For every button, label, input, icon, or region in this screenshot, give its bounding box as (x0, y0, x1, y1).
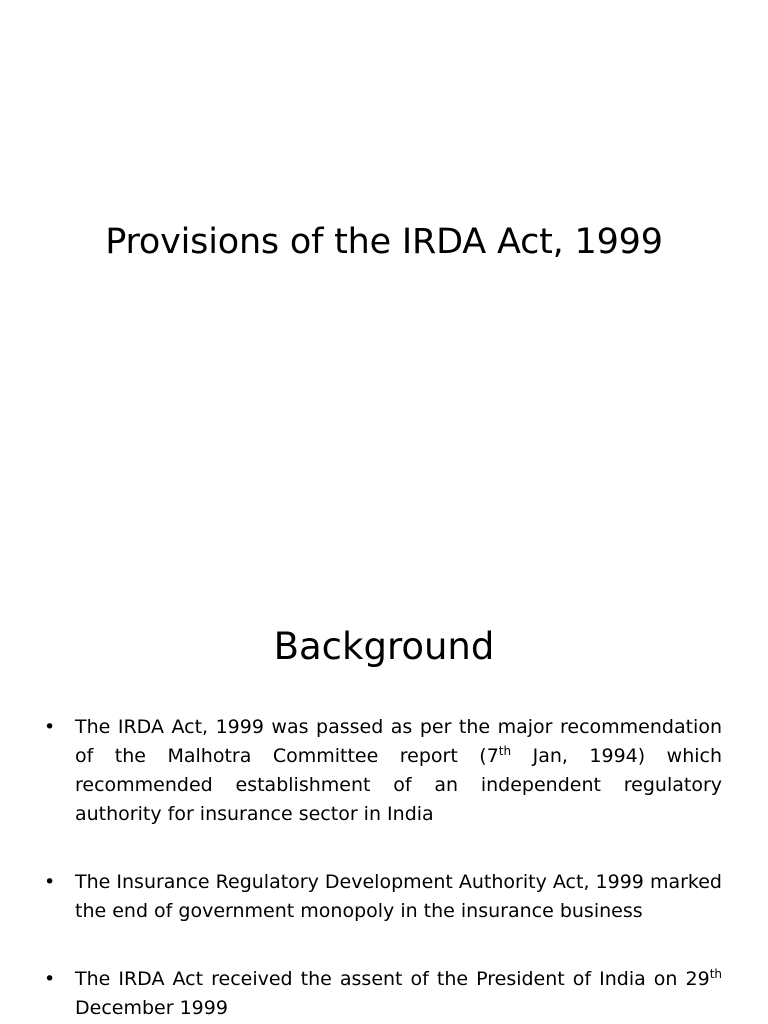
ordinal-suffix: th (498, 744, 512, 758)
bullet-text-part: The Insurance Regulatory Development Authority Act, 1999 marked the end of government monopoly in the insurance business (75, 871, 722, 922)
bullet-text-part: Jan, 1994) which recommended establishment of an independent regulatory authority for insurance sector in India (75, 745, 723, 825)
section-title: Background (273, 625, 495, 668)
bullet-text-part: The IRDA Act received the assent of the President of India on 29 (75, 968, 710, 990)
bullet-text (75, 713, 722, 829)
bullet-point-icon: • (44, 968, 56, 990)
bullet-text (75, 868, 722, 926)
bullet-point-icon: • (44, 871, 56, 893)
slide-title: Provisions of the IRDA Act, 1999 (105, 222, 663, 262)
bullet-list (44, 713, 722, 1023)
background-slide (0, 520, 768, 1024)
bullet-text-part: The IRDA Act, 1999 was passed as per the major recommendation of the Malhotra Committee report (7 (75, 716, 722, 767)
bullet-point-icon: • (44, 716, 56, 738)
bullet-text (75, 965, 722, 1023)
bullet-text-part: December 1999 (75, 997, 228, 1019)
ordinal-suffix: th (709, 967, 722, 981)
bullet-item (44, 713, 722, 829)
bullet-item (44, 965, 722, 1023)
bullet-item (44, 868, 722, 926)
